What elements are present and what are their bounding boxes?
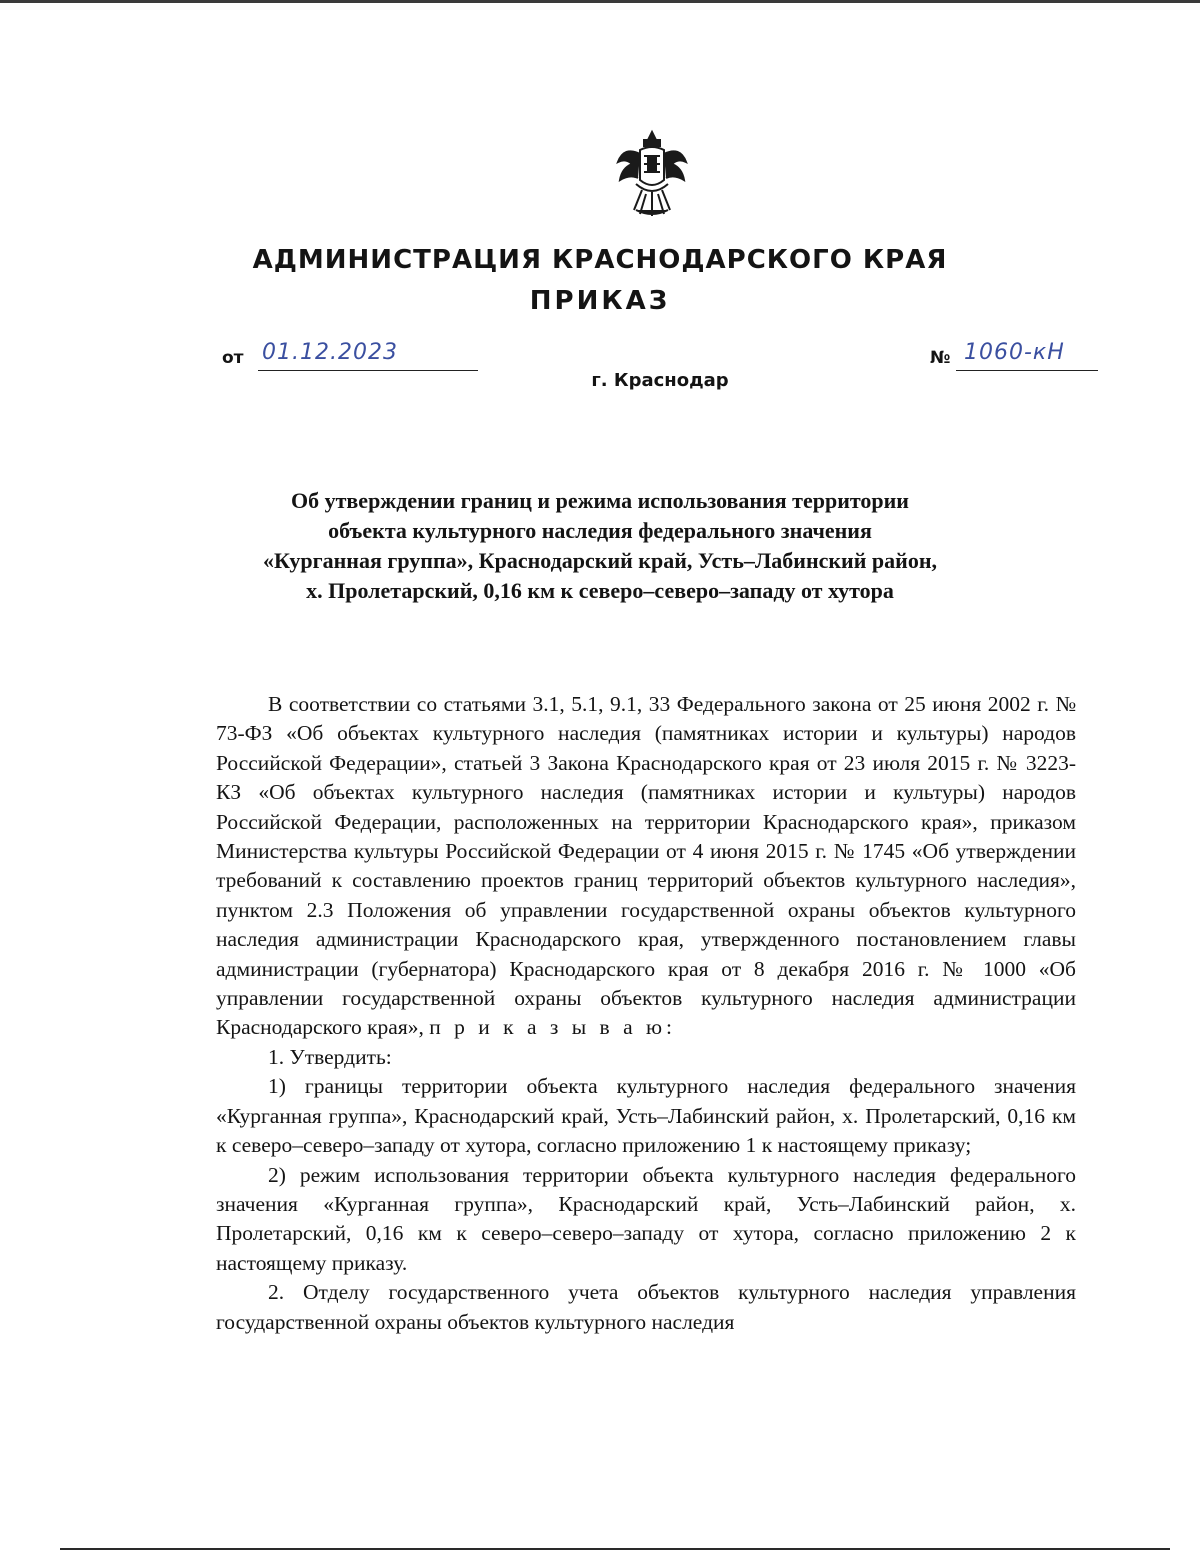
number-underline xyxy=(956,370,1098,371)
city-name: г. Краснодар xyxy=(591,370,729,391)
handwritten-date: 01.12.2023 xyxy=(262,340,398,365)
number-field xyxy=(930,340,1100,376)
scan-edge-top xyxy=(0,0,1200,3)
item-1-2: 2) режим использования территории объекта культурного наследия федерального значения «Курганная группа», Краснодарский край, Усть–Лабинский район, х. Пролетарский, 0,16 км к северо–северо–западу от хутора, согласно приложению 2 к настоящему приказу. xyxy=(216,1162,1076,1275)
subject-line: «Курганная группа», Краснодарский край, Усть–Лабинский район, xyxy=(262,548,937,573)
document-type: ПРИКАЗ xyxy=(529,286,671,316)
scan-edge-bottom xyxy=(60,1548,1170,1550)
order-subject xyxy=(220,486,980,606)
organization-title: АДМИНИСТРАЦИЯ КРАСНОДАРСКОГО КРАЯ xyxy=(252,245,948,275)
date-underline xyxy=(258,370,478,371)
subject-line: объекта культурного наследия федерального значения xyxy=(328,518,872,543)
preamble-paragraph xyxy=(216,690,1076,1043)
handwritten-number: 1060-кН xyxy=(964,340,1065,365)
item-1-1: 1) границы территории объекта культурного наследия федерального значения «Курганная группа», Краснодарский край, Усть–Лабинский район, х. Пролетарский, 0,16 км к северо–северо–западу от хутора, согласно приложению 1 к настоящему приказу; xyxy=(216,1074,1076,1158)
order-word: п р и к а з ы в а ю: xyxy=(429,1015,677,1040)
subject-line: х. Пролетарский, 0,16 км к северо–северо–западу от хутора xyxy=(306,578,894,603)
date-field xyxy=(222,340,482,376)
preamble-text: В соответствии со статьями 3.1, 5.1, 9.1, 33 Федерального закона от 25 июня 2002 г. № 73-ФЗ «Об объектах культурного наследия (памятниках истории и культуры) народов Российской Федерации», статьей 3 Закона Краснодарского края от 23 июля 2015 г. № 3223-КЗ «Об объектах культурного наследия (памятниках истории и культуры) народов Российской Федерации, расположенных на территории Краснодарского края», приказом Министерства культуры Российской Федерации от 4 июня 2015 г. № 1745 «Об утверждении требований к составлению проектов границ территорий объектов культурного наследия», пунктом 2.3 Положения об управлении государственной охраны объектов культурного наследия администрации Краснодарского края, утвержденного постановлением главы администрации (губернатора) Краснодарского края от 8 декабря 2016 г. № 1000 «Об управлении государственной охраны объектов культурного наследия администрации Краснодарского края», xyxy=(216,692,1076,1040)
order-body xyxy=(216,690,1076,1337)
item-1: 1. Утвердить: xyxy=(268,1044,392,1069)
item-2: 2. Отделу государственного учета объектов культурного наследия управления государственной охраны объектов культурного наследия xyxy=(216,1280,1076,1334)
coat-of-arms-icon xyxy=(612,128,692,220)
date-prefix: от xyxy=(222,348,244,368)
number-prefix: № xyxy=(930,348,951,368)
subject-line: Об утверждении границ и режима использования территории xyxy=(291,488,909,513)
